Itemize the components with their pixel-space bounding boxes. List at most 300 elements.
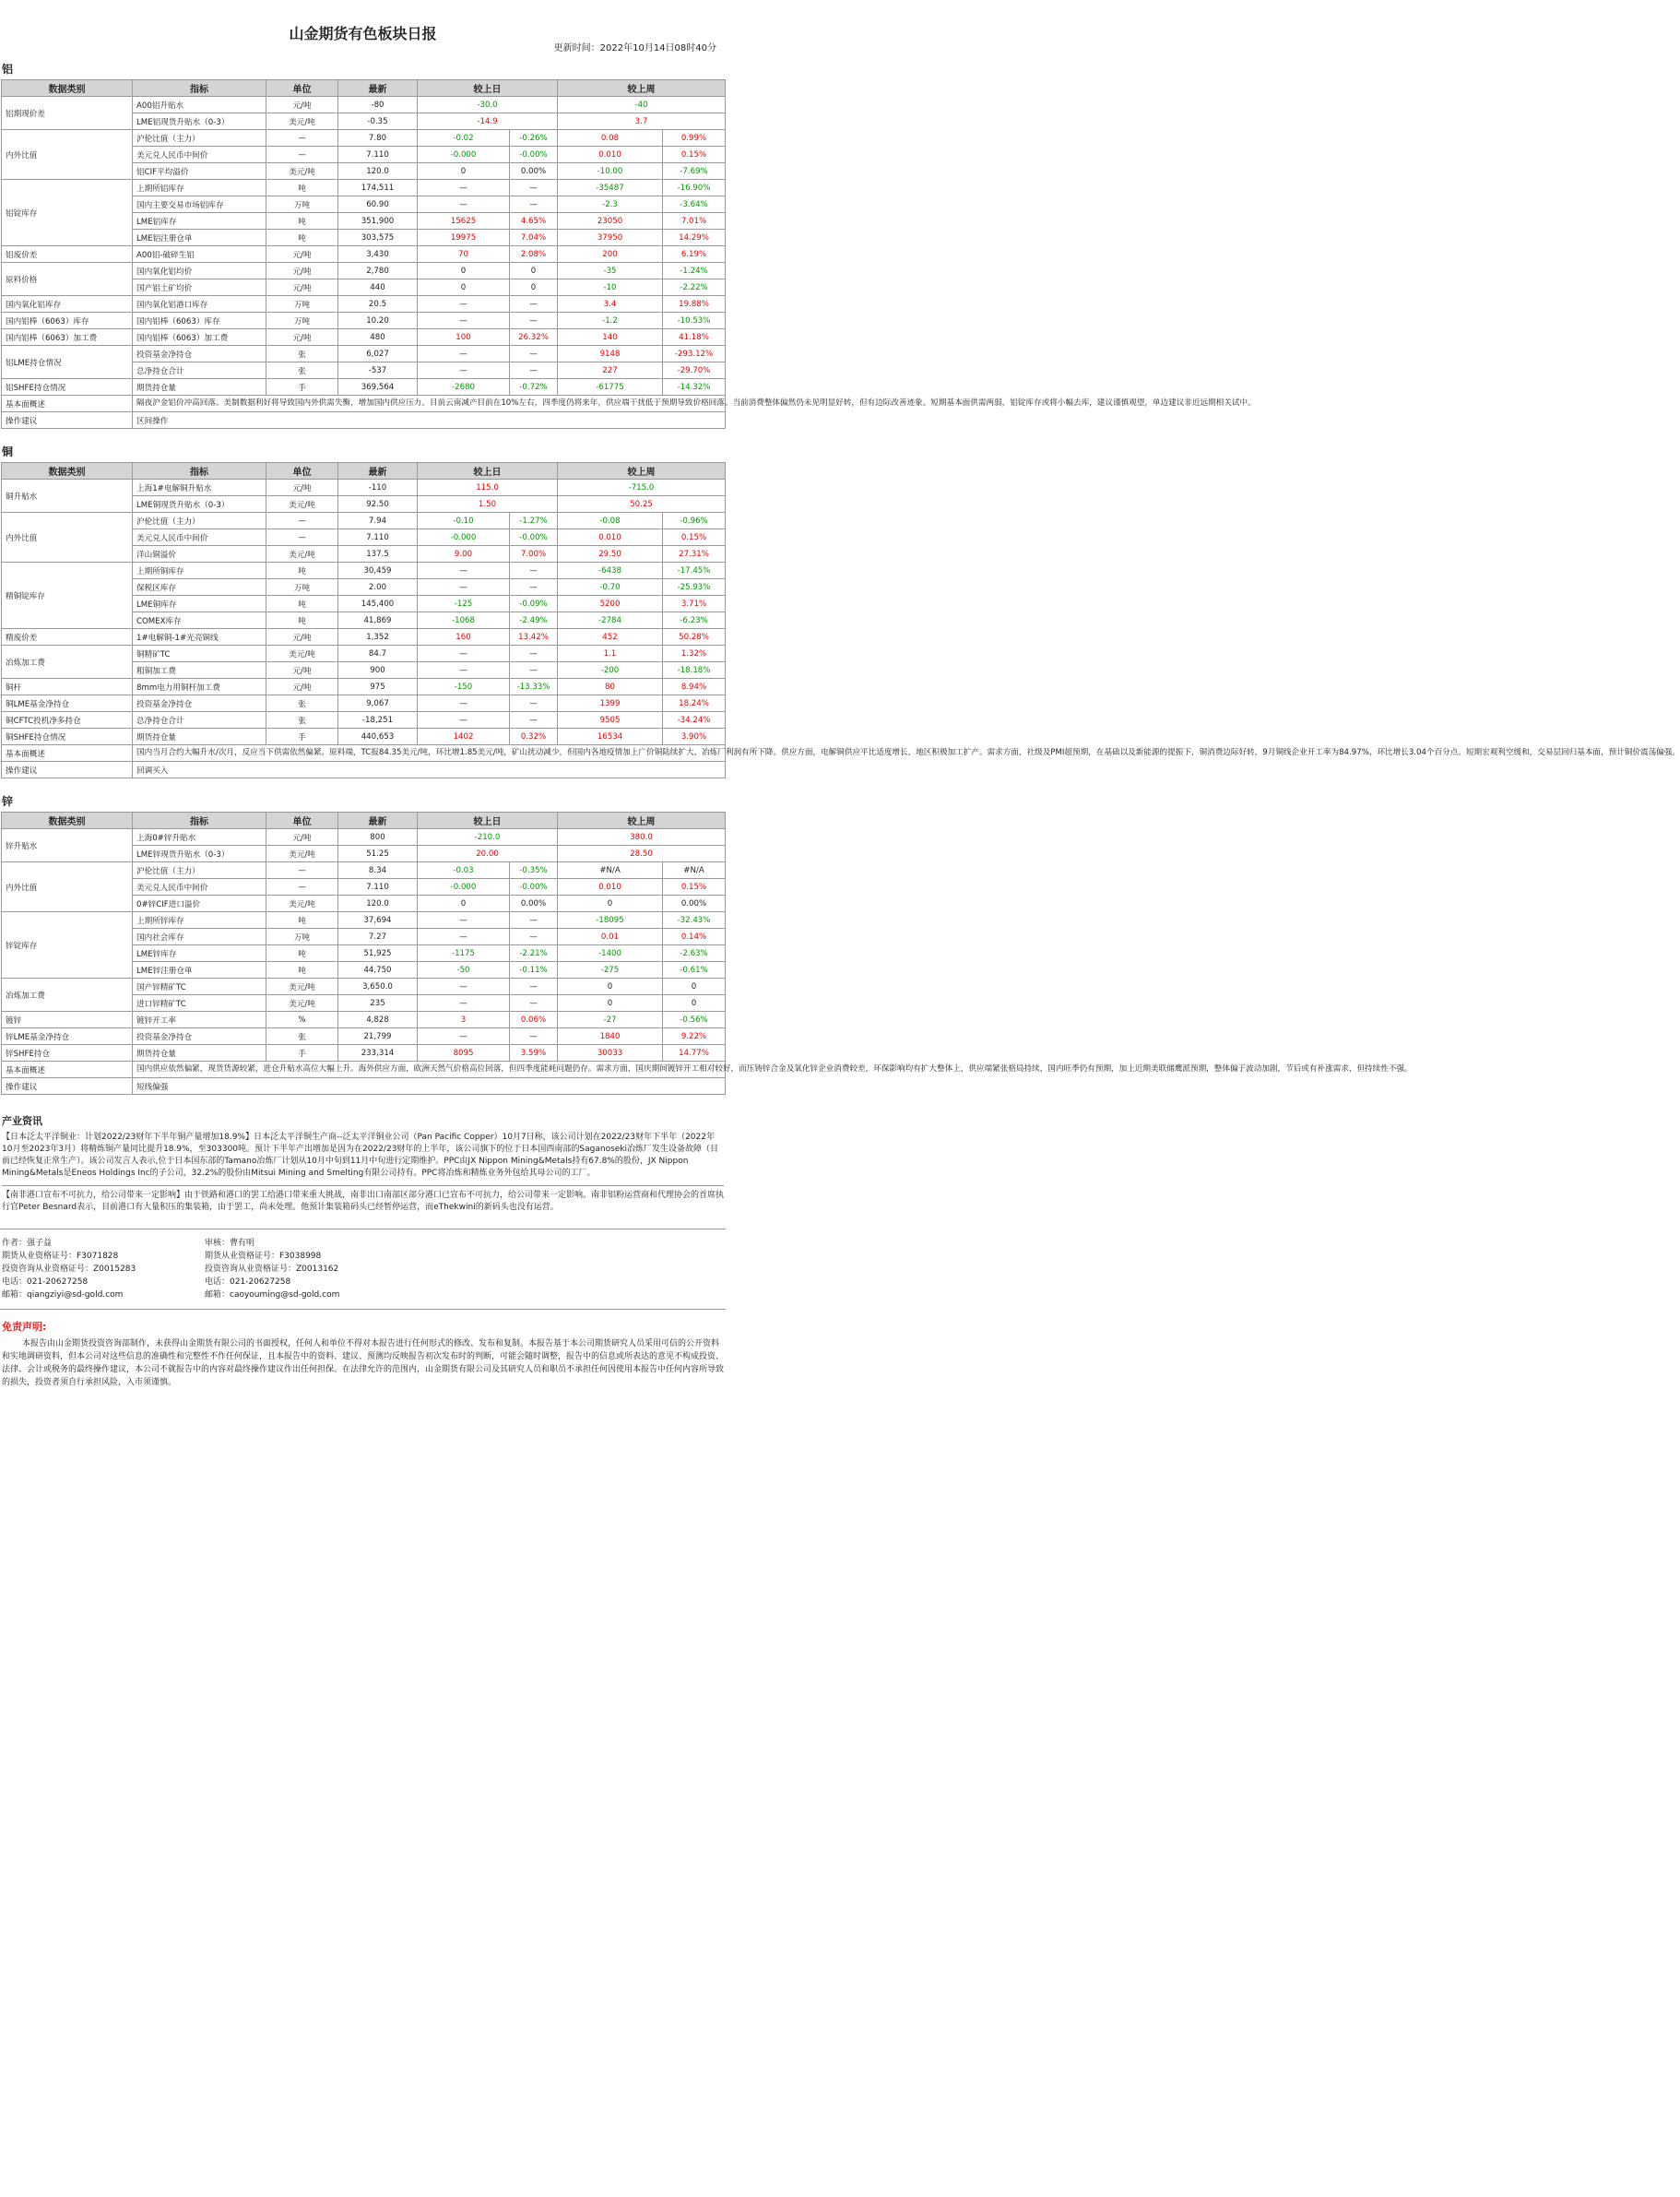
cell-latest: 440,653 bbox=[338, 729, 418, 745]
col-header-cat: 数据类别 bbox=[2, 80, 133, 97]
cell-w: 140 bbox=[558, 329, 663, 346]
cell-d: — bbox=[418, 1028, 510, 1045]
cell-idx: 铜精矿TC bbox=[133, 646, 266, 662]
cell-d: 1.50 bbox=[418, 496, 558, 513]
col-header-latest: 最新 bbox=[338, 80, 418, 97]
cell-wp: 0.00% bbox=[663, 896, 726, 912]
cell-idx: 国内铝棒（6063）加工费 bbox=[133, 329, 266, 346]
table-row bbox=[2, 695, 726, 712]
overview-label: 基本面概述 bbox=[2, 1062, 133, 1078]
cell-wp: 27.31% bbox=[663, 546, 726, 563]
cell-latest: 44,750 bbox=[338, 962, 418, 979]
cell-w: 9148 bbox=[558, 346, 663, 362]
cell-unit: 元/吨 bbox=[266, 480, 338, 496]
cell-d: -2680 bbox=[418, 379, 510, 396]
cell-cat: 冶炼加工费 bbox=[2, 979, 133, 1012]
table-row bbox=[2, 313, 726, 329]
cell-latest: 303,575 bbox=[338, 230, 418, 246]
cell-dp: — bbox=[510, 646, 558, 662]
cell-latest: 800 bbox=[338, 829, 418, 846]
advice-text: 区间操作 bbox=[133, 412, 726, 429]
disclaimer-text: 本报告由山金期货投资咨询部制作，未获得山金期货有限公司的书面授权，任何人和单位不得对本报告进行任何形式的修改、发布和复制。本报告基于本公司期货研究人员采用可信的公开资料和实地调研资料，但本公司对这些信息的准确性和完整性不作任何保证，且本报告中的资料、建议、预测均反映报告初次发布时的判断，可能会随时调整，报告中的信息或所表达的意见不构成投资、法律、会计或税务的最终操作建议，本公司不就报告中的内容对最终操作建议作出任何担保。在法律允许的范围内，山金期货有限公司及其研究人员和职员不承担任何因使用本报告中任何内容所导致的损失，投资者须自行承担风险，入市须谨慎。 bbox=[2, 1339, 725, 1387]
table-row bbox=[2, 296, 726, 313]
col-header-prev_week: 较上周 bbox=[558, 463, 726, 480]
cell-wp: -0.56% bbox=[663, 1012, 726, 1028]
cell-wp: 0.15% bbox=[663, 147, 726, 163]
cell-unit: 万吨 bbox=[266, 296, 338, 313]
cell-w: 0.010 bbox=[558, 147, 663, 163]
cell-unit: 吨 bbox=[266, 563, 338, 579]
cell-latest: -80 bbox=[338, 97, 418, 113]
cell-w: -275 bbox=[558, 962, 663, 979]
cell-latest: 351,900 bbox=[338, 213, 418, 230]
zinc-section-title: 锌 bbox=[2, 795, 14, 808]
table-row bbox=[2, 1012, 726, 1028]
advice-label: 操作建议 bbox=[2, 412, 133, 429]
cell-latest: 2.00 bbox=[338, 579, 418, 596]
zinc-section bbox=[0, 791, 1413, 1095]
cell-idx: 洋山铜溢价 bbox=[133, 546, 266, 563]
col-header-latest: 最新 bbox=[338, 463, 418, 480]
cell-latest: 480 bbox=[338, 329, 418, 346]
cell-wp: -0.96% bbox=[663, 513, 726, 529]
reviewer-line: 期货从业资格证号：F3038998 bbox=[205, 1252, 322, 1261]
cell-dp: — bbox=[510, 296, 558, 313]
cell-unit: — bbox=[266, 513, 338, 529]
cell-dp: 13.42% bbox=[510, 629, 558, 646]
cell-unit: 元/吨 bbox=[266, 263, 338, 279]
cell-latest: 21,799 bbox=[338, 1028, 418, 1045]
cell-d: -1068 bbox=[418, 612, 510, 629]
cell-unit: 吨 bbox=[266, 596, 338, 612]
col-header-idx: 指标 bbox=[133, 463, 266, 480]
cell-unit: 美元/吨 bbox=[266, 113, 338, 130]
cell-d: — bbox=[418, 563, 510, 579]
cell-w: 0.08 bbox=[558, 130, 663, 147]
cell-idx: 1#电解铜-1#光亮铜线 bbox=[133, 629, 266, 646]
cell-latest: -537 bbox=[338, 362, 418, 379]
cell-wp: 8.94% bbox=[663, 679, 726, 695]
cell-dp: 0 bbox=[510, 263, 558, 279]
cell-idx: 国内社会库存 bbox=[133, 929, 266, 945]
table-row bbox=[2, 480, 726, 496]
cell-idx: 期货持仓量 bbox=[133, 1045, 266, 1062]
cell-w: 0.010 bbox=[558, 529, 663, 546]
cell-dp: — bbox=[510, 362, 558, 379]
cell-d: 160 bbox=[418, 629, 510, 646]
cell-w: 9505 bbox=[558, 712, 663, 729]
cell-latest: 3,430 bbox=[338, 246, 418, 263]
cell-cat: 铜LME基金净持仓 bbox=[2, 695, 133, 712]
cell-w: 50.25 bbox=[558, 496, 726, 513]
col-header-cat: 数据类别 bbox=[2, 463, 133, 480]
cell-wp: -2.22% bbox=[663, 279, 726, 296]
cell-wp: -293.12% bbox=[663, 346, 726, 362]
table-row bbox=[2, 1028, 726, 1045]
cell-cat: 锌锭库存 bbox=[2, 912, 133, 979]
cell-dp: -2.49% bbox=[510, 612, 558, 629]
cell-wp: 18.24% bbox=[663, 695, 726, 712]
cell-latest: -110 bbox=[338, 480, 418, 496]
cell-wp: -18.18% bbox=[663, 662, 726, 679]
cell-d: 1402 bbox=[418, 729, 510, 745]
cell-idx: 镀锌开工率 bbox=[133, 1012, 266, 1028]
cell-wp: 0 bbox=[663, 995, 726, 1012]
table-row bbox=[2, 646, 726, 662]
cell-wp: -25.93% bbox=[663, 579, 726, 596]
cell-w: 5200 bbox=[558, 596, 663, 612]
news-item: 【南非港口宣布不可抗力，给公司带来一定影响】由于铁路和港口的罢工给港口带来重大挑战，南非出口南部区部分港口已宣布不可抗力，给公司带来一定影响。南非铝粉运营商和代理协会的首席执行官Peter Besnard表示，目前港口有大量积压的集装箱，由于罢工，尚未处理。他预计集装箱码头已经暂停运营，而eThekwini的新码头也没有运营。 bbox=[2, 1191, 725, 1212]
table-row bbox=[2, 246, 726, 263]
cell-dp: — bbox=[510, 180, 558, 196]
author-info bbox=[2, 1237, 195, 1301]
cell-cat: 内外比值 bbox=[2, 862, 133, 912]
col-header-prev_week: 较上周 bbox=[558, 813, 726, 829]
cell-wp: -3.64% bbox=[663, 196, 726, 213]
cell-idx: LME铝库存 bbox=[133, 213, 266, 230]
cell-cat: 铝废价差 bbox=[2, 246, 133, 263]
cell-wp: -16.90% bbox=[663, 180, 726, 196]
overview-row bbox=[2, 396, 726, 412]
cell-unit: 元/吨 bbox=[266, 629, 338, 646]
overview-row bbox=[2, 745, 726, 762]
cell-latest: 1,352 bbox=[338, 629, 418, 646]
cell-d: 100 bbox=[418, 329, 510, 346]
cell-unit: 手 bbox=[266, 379, 338, 396]
cell-unit: 吨 bbox=[266, 962, 338, 979]
cell-wp: 9.22% bbox=[663, 1028, 726, 1045]
cell-dp: -0.00% bbox=[510, 529, 558, 546]
cell-cat: 精铜锭库存 bbox=[2, 563, 133, 629]
cell-latest: 137.5 bbox=[338, 546, 418, 563]
industry-news bbox=[0, 1108, 726, 1225]
cell-wp: -2.63% bbox=[663, 945, 726, 962]
cell-d: -1175 bbox=[418, 945, 510, 962]
advice-label: 操作建议 bbox=[2, 1078, 133, 1095]
table-row bbox=[2, 629, 726, 646]
cell-d: 0 bbox=[418, 263, 510, 279]
cell-d: 9.00 bbox=[418, 546, 510, 563]
cell-d: -0.000 bbox=[418, 879, 510, 896]
cell-idx: LME铜库存 bbox=[133, 596, 266, 612]
table-row bbox=[2, 563, 726, 579]
col-header-prev_day: 较上日 bbox=[418, 813, 558, 829]
report-title: 山金期货有色板块日报 bbox=[289, 25, 437, 42]
cell-d: — bbox=[418, 313, 510, 329]
cell-wp: 50.28% bbox=[663, 629, 726, 646]
cell-idx: 投资基金净持仓 bbox=[133, 695, 266, 712]
cell-dp: 26.32% bbox=[510, 329, 558, 346]
cell-d: 115.0 bbox=[418, 480, 558, 496]
cell-latest: -18,251 bbox=[338, 712, 418, 729]
cell-latest: 60.90 bbox=[338, 196, 418, 213]
cell-d: -14.9 bbox=[418, 113, 558, 130]
cell-wp: 41.18% bbox=[663, 329, 726, 346]
cell-unit: 手 bbox=[266, 729, 338, 745]
cell-dp: — bbox=[510, 313, 558, 329]
cell-dp: — bbox=[510, 929, 558, 945]
reviewer-line: 审核：曹有明 bbox=[205, 1239, 255, 1248]
cell-d: -0.03 bbox=[418, 862, 510, 879]
cell-unit: — bbox=[266, 529, 338, 546]
cell-w: 200 bbox=[558, 246, 663, 263]
cell-d: -210.0 bbox=[418, 829, 558, 846]
cell-dp: -1.27% bbox=[510, 513, 558, 529]
col-header-unit: 单位 bbox=[266, 813, 338, 829]
cell-cat: 国内铝棒（6063）库存 bbox=[2, 313, 133, 329]
cell-dp: — bbox=[510, 196, 558, 213]
cell-w: -61775 bbox=[558, 379, 663, 396]
cell-unit: 元/吨 bbox=[266, 829, 338, 846]
cell-unit: — bbox=[266, 862, 338, 879]
overview-row bbox=[2, 1062, 726, 1078]
reviewer-info bbox=[205, 1237, 398, 1301]
cell-unit: 吨 bbox=[266, 912, 338, 929]
cell-dp: 3.59% bbox=[510, 1045, 558, 1062]
cell-dp: -0.72% bbox=[510, 379, 558, 396]
cell-unit: 美元/吨 bbox=[266, 896, 338, 912]
cell-unit: 美元/吨 bbox=[266, 979, 338, 995]
cell-wp: 1.32% bbox=[663, 646, 726, 662]
cell-wp: #N/A bbox=[663, 862, 726, 879]
cell-wp: -29.70% bbox=[663, 362, 726, 379]
cell-latest: 440 bbox=[338, 279, 418, 296]
table-row bbox=[2, 346, 726, 362]
cell-cat: 铜升贴水 bbox=[2, 480, 133, 513]
cell-w: -2784 bbox=[558, 612, 663, 629]
cell-dp: 0.00% bbox=[510, 163, 558, 180]
cell-wp: 0.14% bbox=[663, 929, 726, 945]
cell-d: — bbox=[418, 646, 510, 662]
cell-w: 28.50 bbox=[558, 846, 726, 862]
cell-unit: 美元/吨 bbox=[266, 995, 338, 1012]
aluminum-section-title: 铝 bbox=[2, 63, 14, 76]
cell-unit: 美元/吨 bbox=[266, 846, 338, 862]
col-header-unit: 单位 bbox=[266, 463, 338, 480]
cell-idx: 上期所铜库存 bbox=[133, 563, 266, 579]
overview-label: 基本面概述 bbox=[2, 745, 133, 762]
cell-dp: 7.04% bbox=[510, 230, 558, 246]
col-header-prev_day: 较上日 bbox=[418, 80, 558, 97]
cell-latest: 900 bbox=[338, 662, 418, 679]
table-row bbox=[2, 97, 726, 113]
cell-unit: 吨 bbox=[266, 612, 338, 629]
cell-d: -0.02 bbox=[418, 130, 510, 147]
overview-text: 国内供应依然偏紧，现货货源较紧，进仓升贴水高位大幅上升。海外供应方面，欧洲天然气价格高位回落，但四季度能耗问题仍存。需求方面，国庆期间镀锌开工相对较好，而压铸锌合金及氧化锌企业消费较差，环保影响均有扩大整体上，供应端紧张格局持续，国内旺季仍有预期，加上近期美联储鹰派预期，整体偏于波动加剧，节后或有补涨需求，但持续性不强。 bbox=[133, 1062, 726, 1078]
cell-w: 1840 bbox=[558, 1028, 663, 1045]
cell-w: 29.50 bbox=[558, 546, 663, 563]
table-row bbox=[2, 712, 726, 729]
author-line: 投资咨询从业资格证号：Z0015283 bbox=[2, 1265, 136, 1274]
cell-idx: 国内主要交易市场铝库存 bbox=[133, 196, 266, 213]
cell-d: 0 bbox=[418, 279, 510, 296]
cell-dp: -0.26% bbox=[510, 130, 558, 147]
cell-dp: — bbox=[510, 662, 558, 679]
cell-d: — bbox=[418, 912, 510, 929]
cell-idx: 总净持仓合计 bbox=[133, 712, 266, 729]
cell-w: -1400 bbox=[558, 945, 663, 962]
cell-w: #N/A bbox=[558, 862, 663, 879]
cell-cat: 精废价差 bbox=[2, 629, 133, 646]
cell-latest: 37,694 bbox=[338, 912, 418, 929]
cell-d: — bbox=[418, 662, 510, 679]
cell-unit: % bbox=[266, 1012, 338, 1028]
cell-dp: — bbox=[510, 346, 558, 362]
cell-unit: — bbox=[266, 879, 338, 896]
advice-row bbox=[2, 1078, 726, 1095]
cell-cat: 铝锭库存 bbox=[2, 180, 133, 246]
cell-w: -6438 bbox=[558, 563, 663, 579]
cell-latest: 7.110 bbox=[338, 529, 418, 546]
table-row bbox=[2, 829, 726, 846]
cell-w: 1399 bbox=[558, 695, 663, 712]
cell-d: 0 bbox=[418, 163, 510, 180]
copper-section bbox=[0, 442, 1680, 778]
cell-cat: 内外比值 bbox=[2, 130, 133, 180]
cell-idx: 国产铝土矿均价 bbox=[133, 279, 266, 296]
overview-label: 基本面概述 bbox=[2, 396, 133, 412]
cell-d: 19975 bbox=[418, 230, 510, 246]
cell-idx: 0#锌CIF进口溢价 bbox=[133, 896, 266, 912]
advice-text: 短线偏强 bbox=[133, 1078, 726, 1095]
cell-idx: 上海1#电解铜升贴水 bbox=[133, 480, 266, 496]
cell-w: -0.08 bbox=[558, 513, 663, 529]
cell-dp: 0 bbox=[510, 279, 558, 296]
col-header-unit: 单位 bbox=[266, 80, 338, 97]
cell-dp: — bbox=[510, 695, 558, 712]
cell-wp: -14.32% bbox=[663, 379, 726, 396]
cell-unit: 万吨 bbox=[266, 313, 338, 329]
table-row bbox=[2, 979, 726, 995]
cell-w: -35487 bbox=[558, 180, 663, 196]
cell-cat: 冶炼加工费 bbox=[2, 646, 133, 679]
cell-w: 380.0 bbox=[558, 829, 726, 846]
update-time: 更新时间：2022年10月14日08时40分 bbox=[553, 43, 716, 53]
cell-cat: 锌LME基金净持仓 bbox=[2, 1028, 133, 1045]
cell-idx: 沪伦比值（主力） bbox=[133, 513, 266, 529]
cell-d: 20.00 bbox=[418, 846, 558, 862]
col-header-idx: 指标 bbox=[133, 813, 266, 829]
advice-row bbox=[2, 762, 726, 778]
cell-idx: 国产锌精矿TC bbox=[133, 979, 266, 995]
cell-cat: 内外比值 bbox=[2, 513, 133, 563]
cell-w: 0 bbox=[558, 979, 663, 995]
cell-wp: 3.90% bbox=[663, 729, 726, 745]
cell-unit: 吨 bbox=[266, 230, 338, 246]
cell-latest: -0.35 bbox=[338, 113, 418, 130]
cell-latest: 7.80 bbox=[338, 130, 418, 147]
table-row bbox=[2, 1045, 726, 1062]
cell-latest: 6,027 bbox=[338, 346, 418, 362]
table-row bbox=[2, 329, 726, 346]
cell-unit: 吨 bbox=[266, 180, 338, 196]
cell-w: -0.70 bbox=[558, 579, 663, 596]
cell-wp: 14.29% bbox=[663, 230, 726, 246]
cell-idx: 进口锌精矿TC bbox=[133, 995, 266, 1012]
cell-idx: 保税区库存 bbox=[133, 579, 266, 596]
cell-d: — bbox=[418, 346, 510, 362]
cell-latest: 233,314 bbox=[338, 1045, 418, 1062]
cell-unit: 万吨 bbox=[266, 929, 338, 945]
cell-idx: LME铝注册仓单 bbox=[133, 230, 266, 246]
cell-d: — bbox=[418, 579, 510, 596]
cell-latest: 51.25 bbox=[338, 846, 418, 862]
cell-latest: 235 bbox=[338, 995, 418, 1012]
cell-idx: 上期所铝库存 bbox=[133, 180, 266, 196]
author-line: 电话：021-20627258 bbox=[2, 1277, 89, 1287]
cell-dp: — bbox=[510, 563, 558, 579]
overview-text: 隔夜沪金铝价冲高回落。美制数据利好将导致国内外供需失衡，增加国内供应压力。目前云南减产目前在10%左右，四季度仍将来年，供应端干扰低于预期导致价格回落。当前消费整体偏然仍未见明显好转，但有边际改善迹象。短期基本面供需两弱，铝锭库存或将小幅去库，建议谨慎观望，单边建议非近远期相关试中。 bbox=[133, 396, 726, 412]
cell-d: — bbox=[418, 296, 510, 313]
cell-latest: 3,650.0 bbox=[338, 979, 418, 995]
cell-unit: 吨 bbox=[266, 945, 338, 962]
cell-dp: -0.11% bbox=[510, 962, 558, 979]
cell-idx: 沪伦比值（主力） bbox=[133, 862, 266, 879]
cell-unit: 元/吨 bbox=[266, 97, 338, 113]
cell-dp: -0.09% bbox=[510, 596, 558, 612]
cell-latest: 145,400 bbox=[338, 596, 418, 612]
cell-w: -200 bbox=[558, 662, 663, 679]
cell-latest: 7.94 bbox=[338, 513, 418, 529]
cell-latest: 84.7 bbox=[338, 646, 418, 662]
cell-unit: 张 bbox=[266, 362, 338, 379]
cell-unit: 张 bbox=[266, 346, 338, 362]
cell-dp: 0.00% bbox=[510, 896, 558, 912]
table-row bbox=[2, 912, 726, 929]
cell-idx: 粗铜加工费 bbox=[133, 662, 266, 679]
cell-idx: LME铜现货升贴水（0-3） bbox=[133, 496, 266, 513]
cell-latest: 4,828 bbox=[338, 1012, 418, 1028]
cell-wp: -1.24% bbox=[663, 263, 726, 279]
aluminum-table bbox=[1, 79, 1256, 429]
cell-dp: — bbox=[510, 712, 558, 729]
news-title: 产业资讯 bbox=[2, 1115, 42, 1127]
col-header-idx: 指标 bbox=[133, 80, 266, 97]
cell-d: -125 bbox=[418, 596, 510, 612]
col-header-prev_day: 较上日 bbox=[418, 463, 558, 480]
cell-w: 0 bbox=[558, 896, 663, 912]
cell-wp: -7.69% bbox=[663, 163, 726, 180]
cell-dp: -0.00% bbox=[510, 879, 558, 896]
cell-unit: 元/吨 bbox=[266, 662, 338, 679]
cell-idx: LME锌现货升贴水（0-3） bbox=[133, 846, 266, 862]
cell-cat: 原料价格 bbox=[2, 263, 133, 296]
cell-d: -150 bbox=[418, 679, 510, 695]
copper-section-title: 铜 bbox=[2, 445, 14, 458]
cell-latest: 9,067 bbox=[338, 695, 418, 712]
cell-unit: 元/吨 bbox=[266, 329, 338, 346]
cell-unit: 万吨 bbox=[266, 196, 338, 213]
reviewer-line: 电话：021-20627258 bbox=[205, 1277, 291, 1287]
cell-unit: 张 bbox=[266, 712, 338, 729]
cell-w: 16534 bbox=[558, 729, 663, 745]
cell-unit: — bbox=[266, 130, 338, 147]
cell-d: — bbox=[418, 979, 510, 995]
advice-row bbox=[2, 412, 726, 429]
cell-idx: 国内氧化铝均价 bbox=[133, 263, 266, 279]
cell-unit: 美元/吨 bbox=[266, 646, 338, 662]
table-row bbox=[2, 379, 726, 396]
cell-latest: 41,869 bbox=[338, 612, 418, 629]
cell-w: 452 bbox=[558, 629, 663, 646]
cell-wp: 0 bbox=[663, 979, 726, 995]
cell-dp: 7.00% bbox=[510, 546, 558, 563]
cell-d: — bbox=[418, 196, 510, 213]
cell-latest: 92.50 bbox=[338, 496, 418, 513]
cell-unit: 美元/吨 bbox=[266, 163, 338, 180]
cell-wp: -0.61% bbox=[663, 962, 726, 979]
cell-latest: 7.110 bbox=[338, 879, 418, 896]
